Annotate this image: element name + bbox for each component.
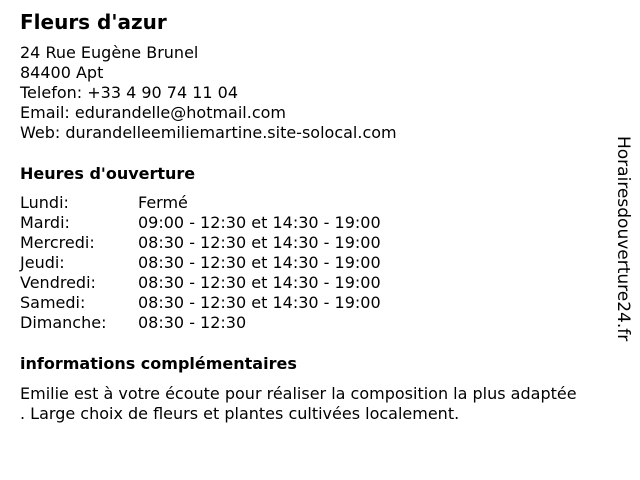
hours-row xyxy=(20,193,381,213)
info-line-1: Emilie est à votre écoute pour réaliser la composition la plus adaptée xyxy=(20,384,577,403)
time-value: 09:00 - 12:30 et 14:30 - 19:00 xyxy=(138,213,381,232)
info-text xyxy=(20,384,630,424)
hours-heading: Heures d'ouverture xyxy=(20,164,196,183)
day-label: Jeudi: xyxy=(20,253,65,272)
hours-row xyxy=(20,293,381,313)
email-line: Email: edurandelle@hotmail.com xyxy=(20,103,287,122)
time-value: Fermé xyxy=(138,193,188,212)
time-value: 08:30 - 12:30 et 14:30 - 19:00 xyxy=(138,253,381,272)
business-name: Fleurs d'azur xyxy=(20,10,167,34)
info-line-2: . Large choix de fleurs et plantes cultivées localement. xyxy=(20,404,460,423)
time-value: 08:30 - 12:30 et 14:30 - 19:00 xyxy=(138,273,381,292)
time-value: 08:30 - 12:30 et 14:30 - 19:00 xyxy=(138,293,381,312)
day-label: Vendredi: xyxy=(20,273,96,292)
hours-row xyxy=(20,233,381,253)
phone-line: Telefon: +33 4 90 74 11 04 xyxy=(20,83,239,102)
day-label: Dimanche: xyxy=(20,313,107,332)
hours-row xyxy=(20,313,381,333)
hours-row xyxy=(20,273,381,293)
watermark-text: Horairesdouverture24.fr xyxy=(613,136,633,342)
hours-row xyxy=(20,253,381,273)
day-label: Samedi: xyxy=(20,293,86,312)
contact-block xyxy=(20,43,397,143)
address-line-1: 24 Rue Eugène Brunel xyxy=(20,43,199,62)
day-label: Mardi: xyxy=(20,213,70,232)
time-value: 08:30 - 12:30 xyxy=(138,313,247,332)
hours-table xyxy=(20,193,381,333)
web-line: Web: durandelleemiliemartine.site-solocal.com xyxy=(20,123,397,142)
info-heading: informations complémentaires xyxy=(20,354,297,373)
hours-row xyxy=(20,213,381,233)
day-label: Lundi: xyxy=(20,193,69,212)
time-value: 08:30 - 12:30 et 14:30 - 19:00 xyxy=(138,233,381,252)
day-label: Mercredi: xyxy=(20,233,95,252)
address-line-2: 84400 Apt xyxy=(20,63,104,82)
